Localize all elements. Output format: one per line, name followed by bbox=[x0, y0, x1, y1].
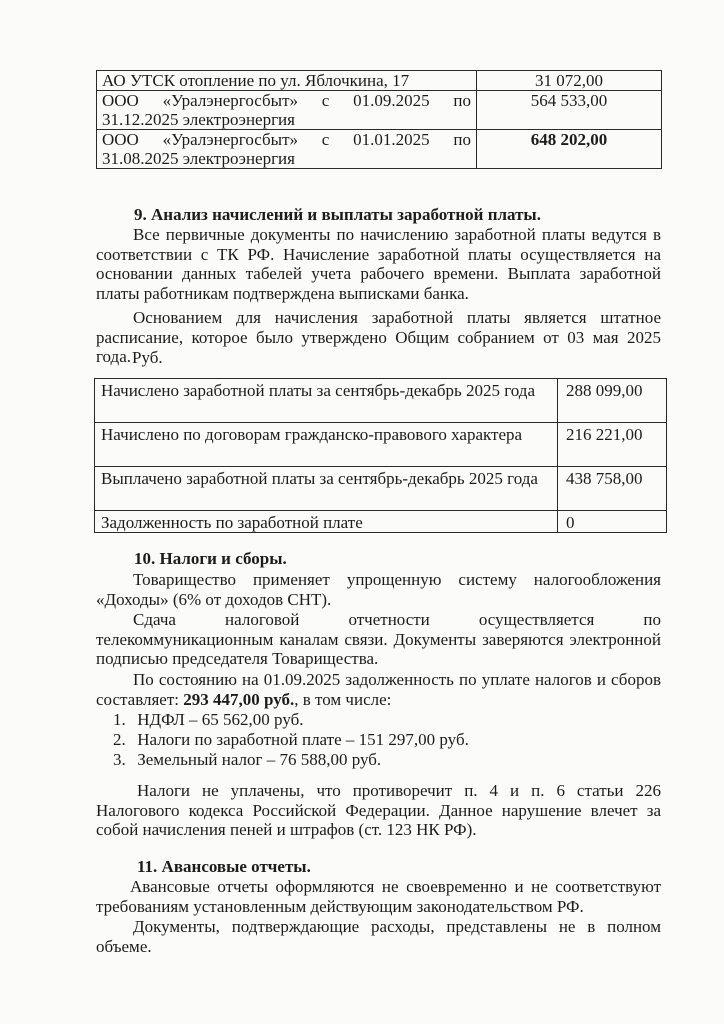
table-row bbox=[97, 130, 662, 169]
text: По состоянию на 01.09.2025 задолженность по уплате налогов и сборов составляет: bbox=[96, 670, 661, 709]
label-part: по bbox=[453, 130, 471, 149]
section-10-paragraph-4: Налоги не уплачены, что противоречит п. 4 и п. 6 статьи 226 Налогового кодекса Российской Федерации. Данное нарушение влечет за собой начисления пеней и штрафов (ст. 123 НК РФ). bbox=[96, 781, 661, 839]
table-row bbox=[95, 511, 667, 533]
table-row bbox=[95, 423, 667, 467]
utility-amount: 648 202,00 bbox=[477, 130, 662, 169]
salary-label: Начислено по договорам гражданско-правового характера bbox=[95, 423, 558, 467]
label-line2: 31.12.2025 электроэнергия bbox=[102, 110, 295, 129]
section-9-paragraph-2: Основанием для начисления заработной платы является штатное расписание, которое было утверждено Общим собранием от 03 мая 2025 года. bbox=[96, 308, 661, 366]
utility-amount: 564 533,00 bbox=[477, 91, 662, 130]
section-9-heading: 9. Анализ начислений и выплаты заработной платы. bbox=[134, 205, 541, 224]
section-11-paragraph-1: Авансовые отчеты оформляются не своевременно и не соответствуют требованиям установленным действующим законодательством РФ. bbox=[96, 877, 661, 916]
text: , в том числе: bbox=[294, 689, 392, 709]
salary-value: 288 099,00 bbox=[558, 379, 667, 423]
label-part: 01.01.2025 bbox=[353, 130, 430, 149]
label-line2: 31.08.2025 электроэнергия bbox=[102, 149, 295, 168]
label-part: 01.09.2025 bbox=[353, 91, 430, 110]
label-part: «Уралэнергосбыт» bbox=[162, 130, 298, 149]
utility-label bbox=[97, 91, 477, 130]
salary-value: 216 221,00 bbox=[558, 423, 667, 467]
label-part: по bbox=[453, 91, 471, 110]
salary-value: 438 758,00 bbox=[558, 467, 667, 511]
tax-debt-total: 293 447,00 руб. bbox=[183, 689, 295, 709]
salary-table bbox=[94, 378, 667, 533]
section-10-paragraph-2: Сдача налоговой отчетности осуществляется по телекоммуникационным каналам связи. Документы заверяются электронной подписью председателя Товарищества. bbox=[96, 610, 661, 668]
salary-label: Начислено заработной платы за сентябрь-декабрь 2025 года bbox=[95, 379, 558, 423]
section-11-heading: 11. Авансовые отчеты. bbox=[137, 857, 311, 876]
table-row bbox=[95, 467, 667, 511]
utility-label bbox=[97, 130, 477, 169]
table-row bbox=[95, 379, 667, 423]
utility-label: АО УТСК отопление по ул. Яблочкина, 17 bbox=[97, 71, 477, 91]
utilities-table bbox=[96, 70, 662, 169]
section-9-paragraph-1: Все первичные документы по начислению заработной платы ведутся в соответствии с ТК РФ. Начисление заработной платы осуществляется на основании данных табелей учета рабочего времени. Выплата заработной платы работникам подтверждена выписками банка. bbox=[96, 225, 661, 303]
label-part: ООО bbox=[102, 91, 139, 110]
currency-label: Руб. bbox=[132, 348, 163, 367]
salary-label: Выплачено заработной платы за сентябрь-декабрь 2025 года bbox=[95, 467, 558, 511]
list-item: 3. Земельный налог – 76 588,00 руб. bbox=[113, 750, 382, 769]
section-11-paragraph-2: Документы, подтверждающие расходы, представлены не в полном объеме. bbox=[96, 917, 661, 956]
label-part: «Уралэнергосбыт» bbox=[162, 91, 298, 110]
section-10-paragraph-3 bbox=[96, 670, 661, 709]
list-item: 1. НДФЛ – 65 562,00 руб. bbox=[113, 710, 304, 729]
table-row bbox=[97, 71, 662, 91]
section-10-paragraph-1: Товарищество применяет упрощенную систему налогообложения «Доходы» (6% от доходов СНТ). bbox=[96, 570, 661, 609]
label-part: с bbox=[321, 130, 330, 149]
label-part: с bbox=[321, 91, 330, 110]
list-item: 2. Налоги по заработной плате – 151 297,00 руб. bbox=[113, 730, 469, 749]
tax-debt-list bbox=[113, 710, 469, 770]
label-part: ООО bbox=[102, 130, 139, 149]
section-10-heading: 10. Налоги и сборы. bbox=[134, 549, 287, 568]
salary-label: Задолженность по заработной плате bbox=[95, 511, 558, 533]
salary-value: 0 bbox=[558, 511, 667, 533]
utility-amount: 31 072,00 bbox=[477, 71, 662, 91]
table-row bbox=[97, 91, 662, 130]
